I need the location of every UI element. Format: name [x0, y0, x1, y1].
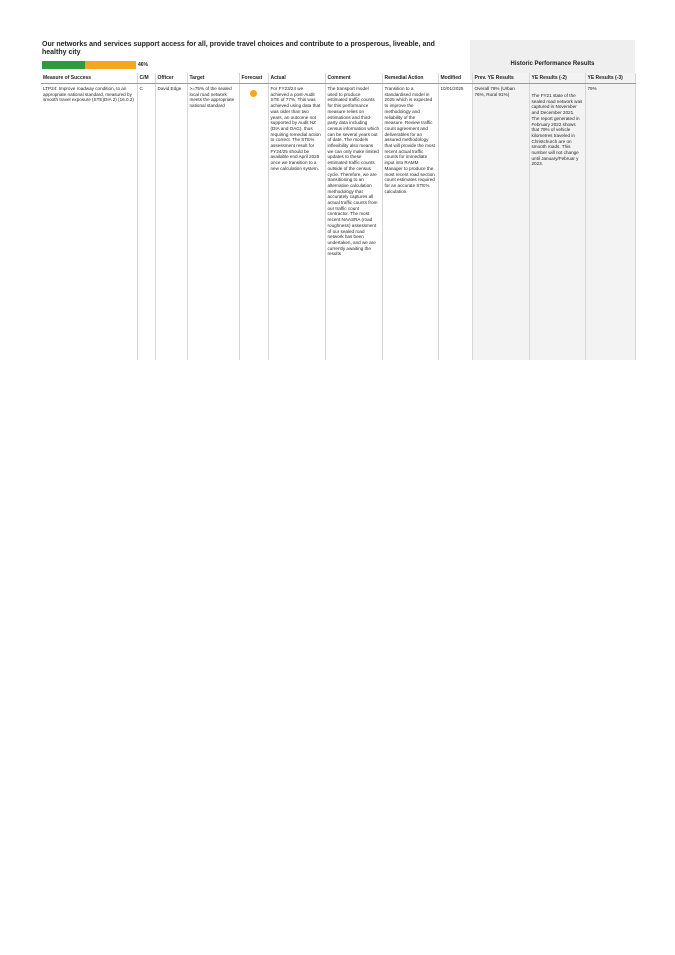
- col-header-ye3: YE Results (-3): [585, 73, 635, 84]
- historic-results-title: Historic Performance Results: [510, 61, 595, 67]
- table-header-row: [41, 73, 635, 84]
- col-header-ye2: YE Results (-2): [529, 73, 585, 84]
- cell-target: >=75% of the sealed local road network meets the appropriate national standard: [187, 84, 239, 361]
- table-row: [41, 84, 635, 361]
- measures-table: [41, 73, 636, 360]
- col-header-target: Target: [187, 73, 239, 84]
- progress-bar-remaining: [85, 61, 136, 69]
- col-header-remedial: Remedial Action: [382, 73, 438, 84]
- cell-modified: 10/01/2025: [438, 84, 472, 361]
- cell-ye2-text: The FY21 state of the sealed road network was captured in November and December 2021. The report generated in February 2022 shows that 79% of vehicle kilometres traveled in Christchurch are on smooth roads. This number will not change until January/Februar y 2023.: [531, 93, 583, 167]
- forecast-status-dot-icon: [250, 90, 257, 97]
- col-header-measure: Measure of Success: [41, 73, 137, 84]
- progress-bar: [42, 61, 136, 69]
- cell-measure: LTP24: Improve roadway condition, to an appropriate national standard, measured by smooth travel exposure (STE)DIA 2) (16.0.2): [41, 84, 137, 361]
- cell-cm: C: [137, 84, 155, 361]
- cell-ye2: [529, 84, 585, 361]
- progress-percent-label: 46%: [138, 62, 149, 68]
- cell-remedial: Transition to a standardised model in 2025 which is expected to improve the methodology and reliability of the measure. Review traffic count agreement and deliverables for an assured methodology that will provide the most recent actual traffic counts for immediate input into RAMM Manager to produce the most recent road section count estimates required for an accurate STE% calculation.: [382, 84, 438, 361]
- cell-forecast: [239, 84, 268, 361]
- col-header-actual: Actual: [268, 73, 325, 84]
- col-header-prev-ye: Prev. YE Results: [472, 73, 529, 84]
- col-header-cm: C/M: [137, 73, 155, 84]
- cell-officer: David Edge: [155, 84, 187, 361]
- col-header-comment: Comment: [325, 73, 382, 84]
- col-header-modified: Modified: [438, 73, 472, 84]
- cell-comment: The transport model used to produce estimated traffic counts for this performance measure relies on estimations and third-party data including census information which can be several years out of date. The models inflexibility also means we can only make limited updates to these estimated traffic counts outside of the census cycle. Therefore, we are transitioning to an alternative calculation methodology that accurately captures all actual traffic counts from our traffic count contractor. The most recent NAASRA (road roughness) assessment of our sealed road network has been undertaken, and we are currently awaiting the results: [325, 84, 382, 361]
- cell-ye3: 79%: [585, 84, 635, 361]
- cell-prev-ye: Overall 78% (Urban 76%, Rural 91%): [472, 84, 529, 361]
- progress-bar-achieved: [42, 61, 85, 69]
- cell-actual: For FY23/24 we achieved a post-Audit STE of 77%. This was achieved using data that was older than two years, an outcome not supported by Audit NZ (DIA and OAG), thus requiring remedial action to correct. The STE% assessment result for FY24/25 should be available end April 2025 once we transition to a new calculation system.: [268, 84, 325, 361]
- col-header-officer: Officer: [155, 73, 187, 84]
- col-header-forecast: Forecast: [239, 73, 268, 84]
- report-title: Our networks and services support access for all, provide travel choices and contribute to a prosperous, liveable, and healthy city: [42, 41, 435, 56]
